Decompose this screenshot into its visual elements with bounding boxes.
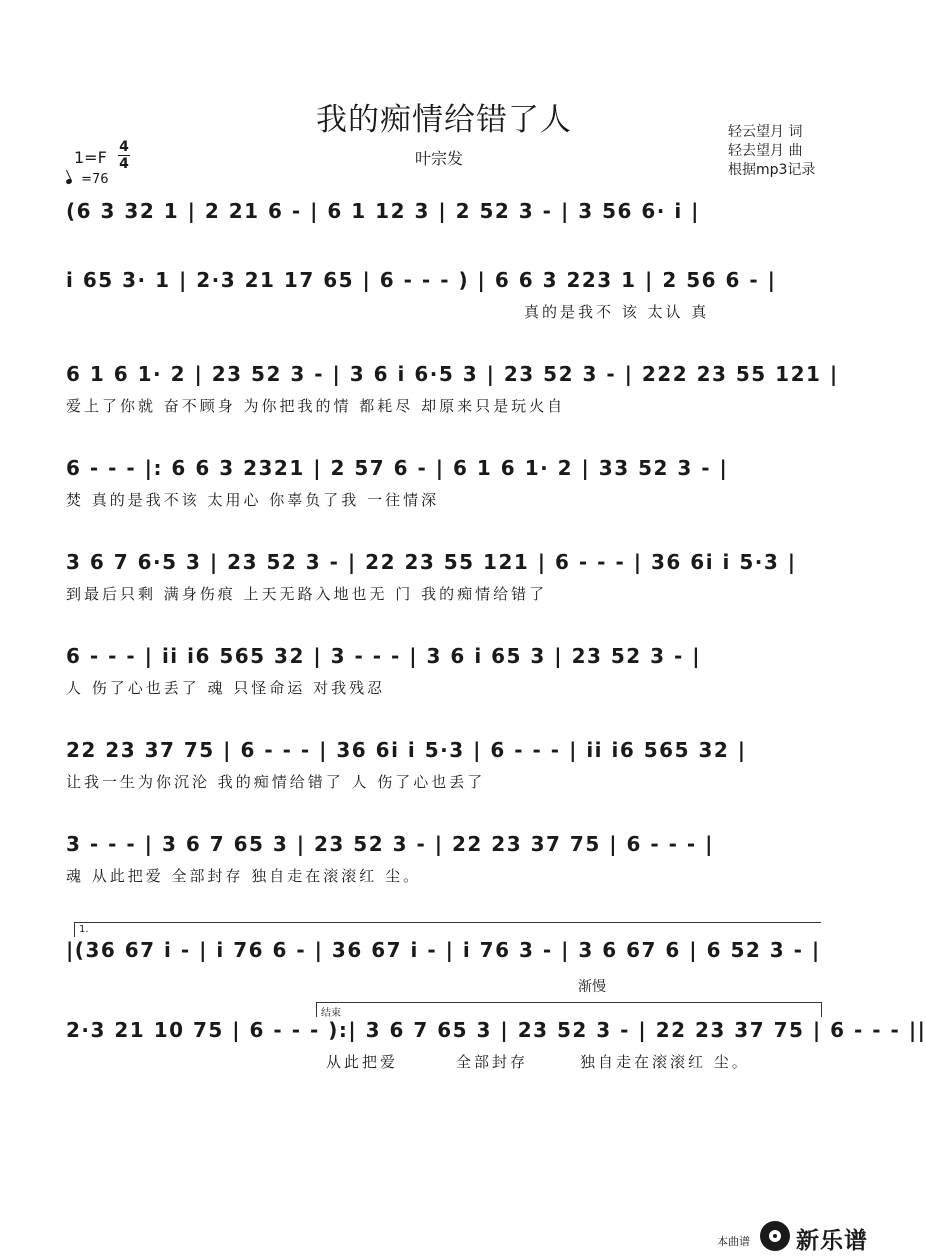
score-row-7-lyrics: 让我一生为你沉沦 我的痴情给错了 人 伤了心也丢了 bbox=[66, 773, 486, 791]
source-note: 根据mp3记录 bbox=[728, 162, 816, 178]
score-row-4-lyrics: 焚 真的是我不该 太用心 你辜负了我 一往情深 bbox=[66, 491, 440, 509]
time-signature-denominator: 4 bbox=[119, 156, 129, 172]
score-row-10-lyrics-c: 独自走在滚滚红 尘。 bbox=[580, 1053, 750, 1071]
footer-caption: 本曲谱 bbox=[717, 1235, 750, 1248]
score-row-10-lyrics-a: 从此把爱 bbox=[326, 1053, 399, 1071]
score-row-3-lyrics: 爱上了你就 奋不顾身 为你把我的情 都耗尽 却原来只是玩火自 bbox=[66, 397, 566, 415]
score-row-6-notes: 6 - - - | ii i6 565 32 | 3 - - - | 3 6 i 65 3 | 23 52 3 - | bbox=[66, 644, 702, 668]
tempo-change-mark: 渐慢 bbox=[578, 979, 606, 995]
score-row-5-lyrics: 到最后只剩 满身伤痕 上天无路入地也无 门 我的痴情给错了 bbox=[66, 585, 548, 603]
ending-bracket bbox=[316, 1002, 822, 1017]
score-row-10-lyrics-b: 全部封存 bbox=[456, 1053, 529, 1071]
lyricist-credit: 轻云望月 词 bbox=[728, 124, 803, 140]
composer-credit: 轻去望月 曲 bbox=[728, 143, 803, 159]
tempo-value: =76 bbox=[81, 172, 109, 187]
performer: 叶宗发 bbox=[415, 149, 464, 168]
first-ending-bracket bbox=[74, 922, 821, 937]
score-row-10-lyrics bbox=[0, 1052, 888, 1074]
score-row-4-notes: 6 - - - |: 6 6 3 2321 | 2 57 6 - | 6 1 6 1· 2 | 33 52 3 - | bbox=[66, 456, 729, 480]
score-row-2-lyrics: 真的是我不 该 太认 真 bbox=[524, 303, 710, 321]
score-row-9-notes: |(36 67 i - | i 76 6 - | 36 67 i - | i 76 3 - | 3 6 67 6 | 6 52 3 - | bbox=[66, 938, 821, 962]
tempo-marking bbox=[66, 172, 109, 187]
score-row-8-lyrics: 魂 从此把爱 全部封存 独自走在滚滚红 尘。 bbox=[66, 867, 422, 885]
brand-logo-text: 新乐谱 bbox=[796, 1228, 868, 1254]
first-ending-label: 1. bbox=[79, 924, 89, 935]
score-row-5-notes: 3 6 7 6·5 3 | 23 52 3 - | 22 23 55 121 | 6 - - - | 36 6i i 5·3 | bbox=[66, 550, 797, 574]
score-row-8-notes: 3 - - - | 3 6 7 65 3 | 23 52 3 - | 22 23 37 75 | 6 - - - | bbox=[66, 832, 714, 856]
record-disc-icon bbox=[760, 1221, 790, 1251]
quarter-note-icon bbox=[65, 178, 73, 185]
score-row-1-notes: (6 3 32 1 | 2 21 6 - | 6 1 12 3 | 2 52 3 - | 3 56 6· i | bbox=[66, 199, 700, 223]
time-signature-numerator: 4 bbox=[119, 139, 129, 155]
score-row-6-lyrics: 人 伤了心也丢了 魂 只怪命运 对我残忍 bbox=[66, 679, 386, 697]
key-signature: 1=F bbox=[74, 148, 107, 167]
score-row-10-notes: 2·3 21 10 75 | 6 - - - ):| 3 6 7 65 3 | 23 52 3 - | 22 23 37 75 | 6 - - - || bbox=[66, 1018, 926, 1042]
ending-label: 结束 bbox=[321, 1008, 341, 1019]
time-signature bbox=[117, 139, 131, 172]
score-row-7-notes: 22 23 37 75 | 6 - - - | 36 6i i 5·3 | 6 - - - | ii i6 565 32 | bbox=[66, 738, 747, 762]
score-row-3-notes: 6 1 6 1· 2 | 23 52 3 - | 3 6 i 6·5 3 | 23 52 3 - | 222 23 55 121 | bbox=[66, 362, 839, 386]
score-row-2-notes: i 65 3· 1 | 2·3 21 17 65 | 6 - - - ) | 6 6 3 223 1 | 2 56 6 - | bbox=[66, 268, 777, 292]
song-title: 我的痴情给错了人 bbox=[316, 102, 572, 138]
